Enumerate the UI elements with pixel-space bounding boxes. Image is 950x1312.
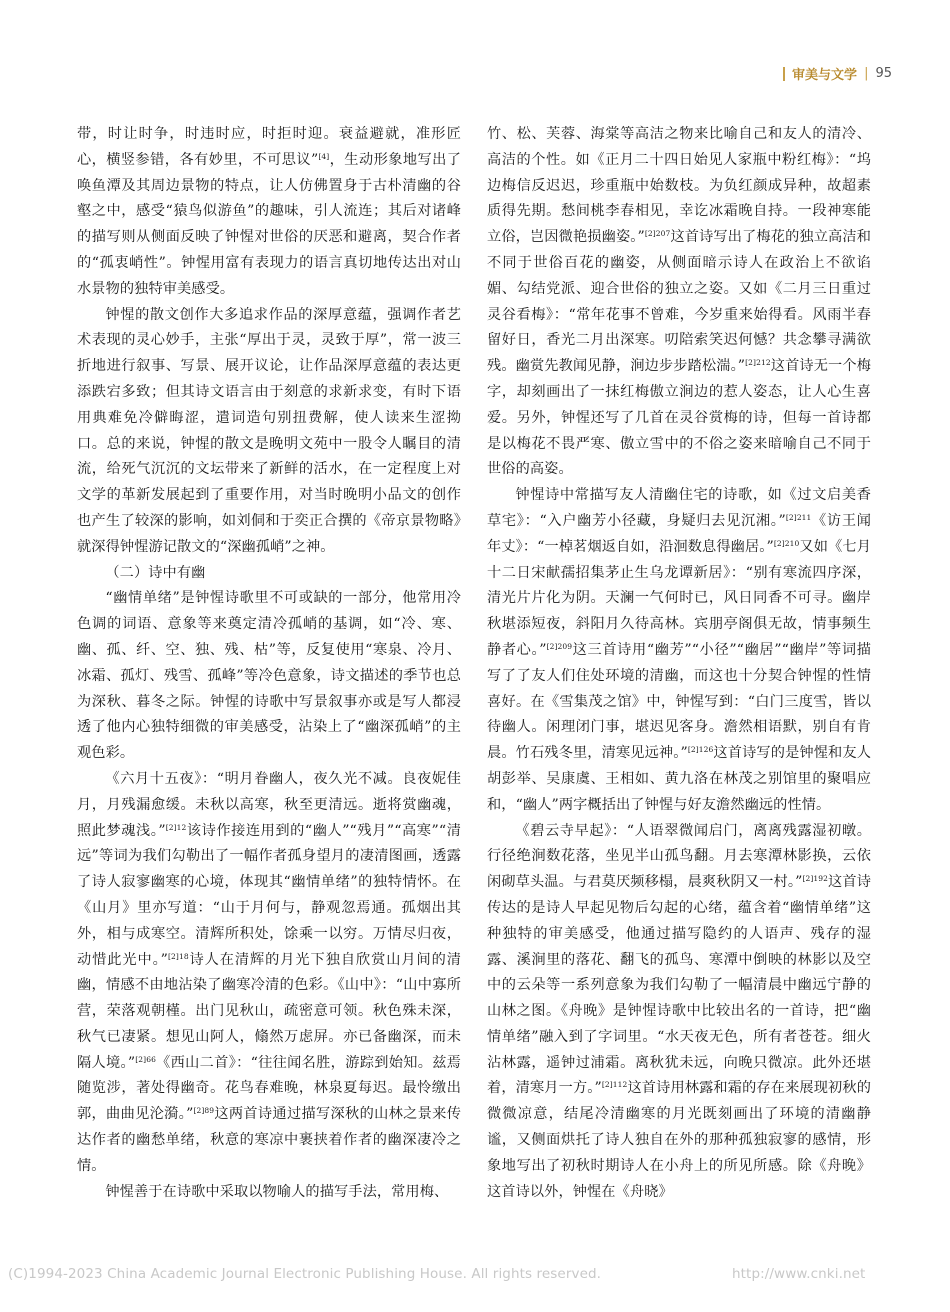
citation-ref: [2]89 — [193, 1106, 215, 1116]
paragraph-continuation — [77, 122, 461, 303]
citation-ref: [2]12 — [165, 822, 187, 832]
paragraph-metaphor-start: 钟惺善于在诗歌中采取以物喻人的描写手法，常用梅、 — [105, 1183, 449, 1200]
cnki-url: http://www.cnki.net — [732, 1266, 866, 1282]
text-run: 竹、松、芙蓉、海棠等高洁之物来比喻自己和友人的清冷、高洁的个性。如《正月二十四日始见人家瓶中粉红梅》：“坞边梅信反迟迟，珍重瓶中始数枝。为负红颜成异种，故超素质得先期。愁间桃李春相见，幸讫冰霜晚自持。一段神寒能立俗，岂因微艳损幽姿。” — [487, 126, 871, 246]
text-run: 这两首诗通过描写深秋的山林之景来传达作者的幽愁单绪，秋意的寒凉中裹挟着作者的幽深凄冷之情。 — [77, 1106, 461, 1174]
citation-ref: [2]66 — [135, 1054, 156, 1064]
paragraph-prose-style: 钟惺的散文创作大多追求作品的深厚意蕴，强调作者艺术表现的灵心妙手，主张“厚出于灵，灵致于厚”，常一波三折地进行叙事、写景、展开议论，让作品深厚意蕴的表达更添跌宕多致；但其诗文语言由于刻意的求新求变，有时下语用典难免冷僻晦涩，遣词造句别扭费解，使人读来生涩拗口。总的来说，钟惺的散文是晚明文苑中一股令人瞩目的清流，给死气沉沉的文坛带来了新鲜的活水，在一定程度上对文学的革新发展起到了重要作用，对当时晚明小品文的创作也产生了较深的影响，如刘侗和于奕正合撰的《帝京景物略》就深得钟惺游记散文的“深幽孤峭”之神。 — [77, 306, 461, 555]
paragraph-poem-examples — [77, 767, 461, 1180]
copyright-footer — [8, 1266, 866, 1282]
paragraph-plum-poems — [487, 122, 871, 483]
section-subheading: （二）诗中有幽 — [105, 564, 206, 581]
text-run: ，生动形象地写出了唤鱼潭及其周边景物的特点，让人仿佛置身于古朴清幽的谷壑之中，感受“猿鸟似游鱼”的趣味，引人流连；其后对诸峰的描写则从侧面反映了钟惺对世俗的厌恶和避离，契合作者的“孤衷峭性”。钟惺用富有表现力的语言真切地传达出对山水景物的独特审美感受。 — [77, 151, 461, 297]
citation-ref: [2]112 — [601, 1080, 628, 1090]
text-run: 又如《七月十二日宋献孺招集茅止生乌龙谭新居》：“别有寒流四序深，清光片片化为阴。天澜一气何时已，风日同香不可寻。幽岸秋堪添短夜，斜阳月久待高林。宾朋亭阁俱无故，情事频生静者心。” — [487, 538, 871, 658]
paragraph-friend-residences — [487, 483, 886, 818]
citation-ref: [2]210 — [773, 538, 800, 548]
text-run: 带，时让时争，时违时应，时拒时迎。衰益避就，准形匠心，横竖参错，各有妙里，不可思议” — [77, 126, 461, 168]
text-run: 这首诗写出了梅花的独立高洁和不同于世俗百花的幽姿，从侧面暗示诗人在政治上不欲谄媚、勾结党派、迎合世俗的独立之姿。又如《二月三日重过灵谷看梅》：“常年花事不曾难，今岁重来始得看。风雨半春留好日，香光二月出深寒。叨陪索笑迟何憾？共念攀寻满欲残。幽赏先教闻见静，涧边步步踏松湍。” — [487, 229, 871, 375]
citation-ref: [2]192 — [802, 874, 828, 884]
citation-ref: [2]212 — [745, 358, 771, 368]
header-separator: | — [864, 66, 869, 81]
text-run: 《访王闻 年丈》：“一棹茗烟返自如，沿洄数息得幽居。” — [487, 512, 886, 555]
paragraph-biyun-temple — [487, 819, 871, 1206]
text-run: 这首诗无一个梅字，却刻画出了一抹红梅傲立涧边的惹人姿态，让人心生喜爱。另外，钟惺还写了几首在灵谷赏梅的诗，但每一首诗都是以梅花不畏严寒、傲立雪中的不俗之姿来暗喻自己不同于世俗的高姿。 — [487, 358, 871, 478]
citation-ref: [2]207 — [644, 229, 671, 239]
text-run: 这首诗用林露和霜的存在来展现初秋的微微凉意，结尾冷清幽寒的月光既刻画出了环境的清幽静谧，又侧面烘托了诗人独自在外的那种孤独寂寥的感情，形象地写出了初秋时期诗人在小舟上的所见所感。除《舟晚》这首诗以外，钟惺在《舟晓》 — [487, 1080, 871, 1200]
running-header — [783, 64, 892, 83]
citation-ref: [2]126 — [687, 745, 714, 755]
page-number: 95 — [875, 66, 892, 81]
text-run: 钟惺诗中常描写友人清幽住宅的诗歌，如《过文启美香草宅》：“入户幽芳小径藏，身疑归去见沉湘。” — [487, 487, 871, 529]
citation-ref: [2]211 — [785, 512, 812, 522]
text-run: 这三首诗用“幽芳”“小径”“幽居”“幽岸”等词描写了了友人们住处环境的清幽，而这也十分契合钟惺的性情喜好。在《雪集茂之馆》中，钟惺写到：“白门三度雪，皆以待幽人。闲理闭门事，堪迟见客身。澹然相语默，别自有肯晨。竹石残冬里，清寒见远神。” — [487, 641, 871, 762]
text-run: 这首诗传达的是诗人早起见物后勾起的心绪，蕴含着“幽情单绪”这种独特的审美感受，他通过描写隐约的人语声、残存的湿露、溪涧里的落花、翻飞的孤鸟、寒潭中倒映的林影以及空中的云朵等一系列意象为我们勾勒了一幅清晨中幽远宁静的山林之图。《舟晚》是钟惺诗歌中比较出名的一首诗，把“幽情单绪”融入到了字词里。“水天夜无色，所有者苍苍。细火沾林露，遥钟过浦霜。离秋犹未远，向晚只微凉。此外还堪着，清寒月一方。” — [487, 874, 871, 1097]
citation-ref: [2]209 — [546, 641, 573, 651]
text-run: 诗人在清辉的月光下独自欣赏山月间的清幽，情感不由地沾染了幽寒冷清的色彩。《山中》：“山中寡所营，荣落观朝槿。出门见秋山，疏密意可领。秋色殊未深，秋气已凄紧。想见山阿人，翛然万虑屏。亦已备幽深，而未隔人境。” — [77, 951, 461, 1071]
text-run: 《西山二首》：“往往闻名胜，游踪到始知。兹焉随览涉，著处得幽奇。花鸟春难晚，林泉夏每迟。最怜缴出郭，曲曲见沦漪。” — [77, 1054, 462, 1123]
text-run: 《碧云寺早起》：“人语翠微闻启门，离离残露湿初暾。行径绝涧数花落，坐见半山孤鸟翻。月去寒潭林影换，云依闲砌草头温。与君莫厌频移榻，晨爽秋阴又一村。” — [487, 822, 871, 891]
left-column — [77, 122, 461, 1205]
header-accent-bar — [783, 67, 785, 81]
right-column — [487, 122, 886, 1205]
copyright-text: (C)1994-2023 China Academic Journal Electronic Publishing House. All rights reserved. — [8, 1266, 602, 1282]
text-run: 这首诗写的是钟惺和友人胡彭举、吴康虞、王相如、黄九洛在林茂之别馆里的聚唱应和，“幽人”两字概括出了钟惺与好友澹然幽远的性情。 — [487, 745, 871, 813]
citation-ref: [4] — [318, 151, 330, 161]
text-run: 《六月十五夜》：“明月眷幽人，夜久光不减。良夜妮佳月，月残漏愈缓。未秋以高寒，秋至更清远。逝将赏幽魂，照此梦魂浅。” — [77, 770, 461, 839]
citation-ref: [2]18 — [168, 951, 189, 961]
paragraph-cold-imagery: “幽情单绪”是钟惺诗歌里不可或缺的一部分，他常用冷色调的词语、意象等来奠定清冷孤峭的基调，如“冷、寒、幽、孤、纤、空、独、残、枯”等，反复使用“寒泉、冷月、冰霜、孤灯、残雪、孤峰”等冷色意象，诗文描述的季节也总为深秋、暮冬之际。钟惺的诗歌中写景叙事亦或是写人都浸透了他内心独特细微的审美感受，沾染上了“幽深孤峭”的主观色彩。 — [77, 590, 461, 762]
journal-section-title: 审美与文学 — [792, 68, 858, 83]
text-run: 该诗作接连用到的“幽人”“残月”“高寒”“清远”等词为我们勾勒出了一幅作者孤身望月的凄清图画，透露了诗人寂寥幽寒的心境，体现其“幽情单绪”的独特情怀。在《山月》里亦写道：“山于月何与，静观忽焉通。孤烟出其外，相与成寒空。清辉所积处，馀乘一以穷。万情尽归夜，动惜此光中。” — [77, 822, 461, 968]
